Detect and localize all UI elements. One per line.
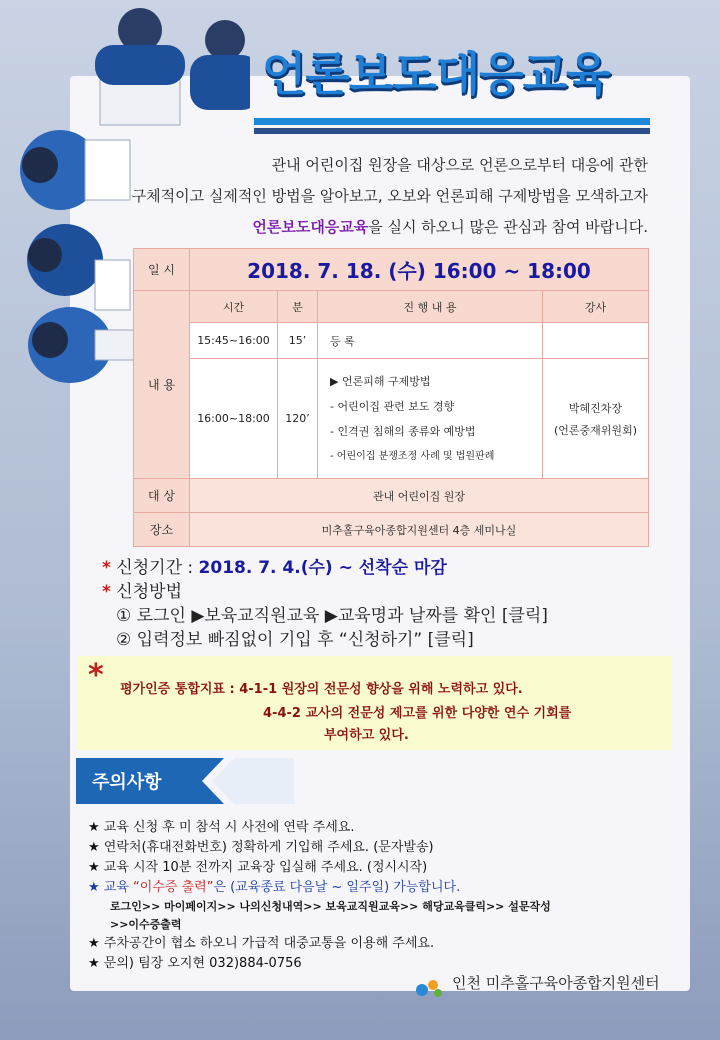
date-value: 2018. 7. 18. (수) 16:00 ~ 18:00 bbox=[190, 249, 649, 291]
row1-lecturer bbox=[543, 323, 649, 359]
intro-line-3 bbox=[108, 212, 648, 243]
note-item bbox=[88, 878, 551, 898]
eval-line-1: 평가인증 통합지표 : 4-1-1 원장의 전문성 향상을 위해 노력하고 있다. bbox=[120, 682, 523, 697]
chevron-decoration-icon bbox=[194, 758, 294, 804]
organization-name: 인천 미추홀구육아종합지원센터 bbox=[452, 974, 660, 992]
header-minutes: 분 bbox=[278, 291, 318, 323]
apply-step-1: ① 로그인 ▶보육교직원교육 ▶교육명과 날짜를 확인 [클릭] bbox=[116, 606, 548, 626]
program-item: - 인격권 침해의 종류와 예방법 bbox=[330, 424, 476, 438]
table-row bbox=[134, 323, 649, 359]
lecturer-org: (언론중재위원회) bbox=[554, 423, 637, 437]
target-label: 대 상 bbox=[134, 479, 190, 513]
note-item: ★ 교육 신청 후 미 참석 시 사전에 연락 주세요. bbox=[88, 820, 355, 835]
header-row bbox=[134, 291, 649, 323]
apply-period-label: 신청기간 : bbox=[116, 558, 194, 578]
row1-time: 15:45~16:00 bbox=[190, 323, 278, 359]
notes-list bbox=[88, 818, 551, 974]
header-time: 시간 bbox=[190, 291, 278, 323]
note-item: ★ 연락처(휴대전화번호) 정확하게 기입해 주세요. (문자발송) bbox=[88, 840, 434, 855]
note-item: ★ 교육 시작 10분 전까지 교육장 입실해 주세요. (정시시작) bbox=[88, 860, 428, 875]
intro-line-3-rest: 을 실시 하오니 많은 관심과 참여 바랍니다. bbox=[368, 218, 648, 236]
lecturer-name: 박혜진차장 bbox=[568, 401, 623, 415]
apply-step-2: ② 입력정보 빠짐없이 기입 후 “신청하기” [클릭] bbox=[116, 630, 474, 650]
title-underline bbox=[254, 118, 650, 125]
title-underline-dark bbox=[254, 128, 650, 134]
note-sub: >>이수증출력 bbox=[110, 918, 182, 931]
row2-time: 16:00~18:00 bbox=[190, 359, 278, 479]
row2-lecturer bbox=[543, 359, 649, 479]
intro-highlight: 언론보도대응교육 bbox=[252, 218, 369, 236]
intro-line-1: 관내 어린이집 원장을 대상으로 언론으로부터 대응에 관한 bbox=[271, 156, 648, 174]
note-item: ★ 주차공간이 협소 하오니 가급적 대중교통을 이용해 주세요. bbox=[88, 936, 435, 951]
target-row bbox=[134, 479, 649, 513]
eval-line-2: 4-4-2 교사의 전문성 제고를 위한 다양한 연수 기회를 bbox=[263, 706, 572, 721]
person-top-1 bbox=[95, 8, 185, 125]
schedule-table bbox=[133, 248, 649, 547]
place-label: 장소 bbox=[134, 513, 190, 547]
program-item: - 어린이집 분쟁조정 사례 및 법원판례 bbox=[330, 450, 495, 462]
row1-program: 등 록 bbox=[318, 323, 543, 359]
row1-minutes: 15’ bbox=[278, 323, 318, 359]
program-item: ▶ 언론피해 구제방법 bbox=[330, 374, 431, 388]
header-lecturer: 강사 bbox=[543, 291, 649, 323]
person-top-2 bbox=[190, 20, 250, 110]
content-label: 내 용 bbox=[134, 291, 190, 479]
apply-method bbox=[102, 580, 548, 604]
person-left-3 bbox=[28, 307, 135, 383]
page-title: 언론보도대응교육 bbox=[262, 47, 610, 101]
note-text: ★ 교육 bbox=[88, 880, 134, 895]
intro-line-2: 구체적이고 실제적인 방법을 알아보고, 오보와 언론피해 구제방법을 모색하고자 bbox=[131, 187, 648, 205]
header-program: 진 행 내 용 bbox=[318, 291, 543, 323]
apply-period-value: 2018. 7. 4.(수) ~ 선착순 마감 bbox=[198, 558, 447, 578]
star-icon: * bbox=[88, 658, 104, 693]
intro-text bbox=[108, 150, 648, 243]
star-icon: * bbox=[102, 582, 111, 602]
row2-program bbox=[318, 359, 543, 479]
center-logo-icon bbox=[414, 976, 444, 1000]
place-value: 미추홀구육아종합지원센터 4층 세미나실 bbox=[190, 513, 649, 547]
table-row bbox=[134, 359, 649, 479]
program-item: - 어린이집 관련 보도 경향 bbox=[330, 399, 455, 413]
date-label: 일 시 bbox=[134, 249, 190, 291]
note-item: ★ 문의) 팀장 오지현 032)884-0756 bbox=[88, 956, 302, 971]
apply-method-label: 신청방법 bbox=[116, 582, 182, 602]
row2-minutes: 120’ bbox=[278, 359, 318, 479]
application-info bbox=[102, 556, 548, 652]
note-sub: 로그인>> 마이페이지>> 나의신청내역>> 보육교직원교육>> 해당교육클릭>> 설문작성 bbox=[110, 900, 551, 913]
note-highlight: “이수증 출력” bbox=[133, 880, 214, 895]
star-icon: * bbox=[102, 558, 111, 578]
notes-header: 주의사항 bbox=[76, 758, 194, 804]
eval-line-3: 부여하고 있다. bbox=[324, 728, 409, 743]
note-text: 은 (교육종료 다음날 ~ 일주일) 가능합니다. bbox=[213, 880, 461, 895]
evaluation-box bbox=[78, 656, 672, 750]
target-value: 관내 어린이집 원장 bbox=[190, 479, 649, 513]
place-row bbox=[134, 513, 649, 547]
date-row bbox=[134, 249, 649, 291]
apply-period bbox=[102, 556, 548, 580]
